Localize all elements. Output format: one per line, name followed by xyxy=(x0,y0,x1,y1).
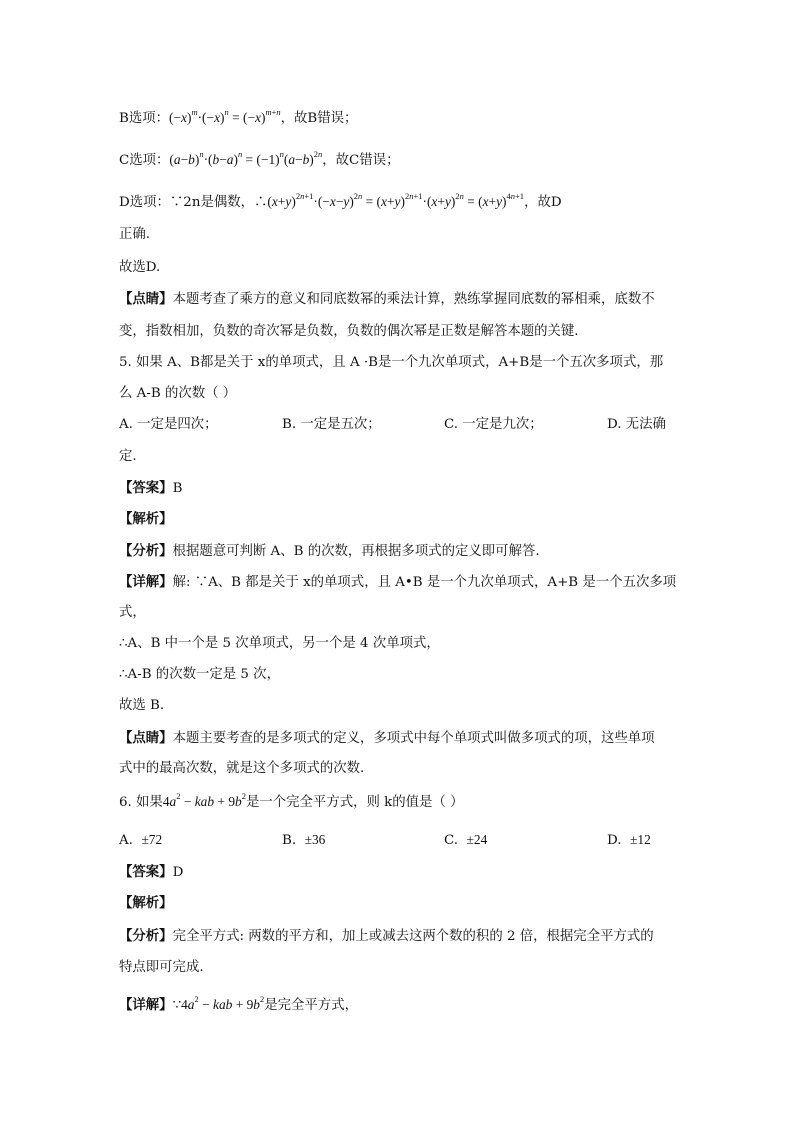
q6-stem-formula: $4a^2$ − kab + $9b^2$ xyxy=(162,791,246,809)
q6-detail: 【详解】$\because 4a^2$ − kab + $9b^2$是完全平方式， xyxy=(119,994,358,1013)
option-c-line: C选项：$(a-b)^n\cdot(b-a)^n = (-1)^n(a-b)^{2n}$，故C错误； xyxy=(119,149,400,168)
comment-tag: 【点睛】 xyxy=(119,291,173,307)
q6-fenxi-line2: 特点即可完成. xyxy=(119,960,204,975)
q5-analysis-tag: 【解析】 xyxy=(119,511,173,527)
q6-option-c: C. ±24 xyxy=(444,832,488,848)
q5-option-c: C. 一定是九次； xyxy=(444,417,543,432)
q5-detail-line2: 式， xyxy=(119,605,146,620)
option-d-cont: 正确. xyxy=(119,227,151,242)
q6-option-b: B. ±36 xyxy=(282,832,326,848)
q6-analysis-tag: 【解析】 xyxy=(119,895,173,911)
q5-answer: 【答案】B xyxy=(119,480,183,496)
q5-stem-line1: 5. 如果 A、B都是关于 x的单项式，且 A ·B是一个九次单项式，A+B是一个五次多项式，那 xyxy=(119,355,664,370)
q5-choose: 故选 B. xyxy=(119,698,165,713)
q5-detail-line1: 【详解】解: ∵A、B 都是关于 x的单项式，且 A•B 是一个九次单项式，A+B 是一个五次多项 xyxy=(119,574,677,590)
q5-stem-line2: 么 A-B 的次数（ ） xyxy=(119,386,237,401)
q4-comment-line1: 【点睛】本题考查了乘方的意义和同底数幂的乘法计算，熟练掌握同底数的幂相乘，底数不 xyxy=(119,291,655,307)
q6-stem: 6. 如果$4a^2$ − kab + $9b^2$是一个完全平方式，则 k的值是（ ） xyxy=(119,791,464,810)
q4-comment-line2: 变，指数相加，负数的奇次幂是负数，负数的偶次幂是正数是解答本题的关键. xyxy=(119,324,579,339)
q6-answer: 【答案】D xyxy=(119,864,184,880)
q5-detail-line4: ∴A-B 的次数一定是 5 次， xyxy=(119,667,280,682)
q5-option-cont: 定. xyxy=(119,449,137,464)
q5-comment-line1: 【点睛】本题主要考查的是多项式的定义，多项式中每个单项式叫做多项式的项，这些单项 xyxy=(119,730,655,746)
q6-detail-formula: $4a^2$ − kab + $9b^2$ xyxy=(181,994,265,1012)
q6-fenxi-line1: 【分析】完全平方式: 两数的平方和，加上或减去这两个数的积的 2 倍，根据完全平方式的 xyxy=(119,928,654,944)
option-b-line: B选项：$(-x)^m\cdot(-x)^n = (-x)^{m+n}$，故B错误； xyxy=(119,107,358,126)
q5-detail-line3: ∴A、B 中一个是 5 次单项式，另一个是 4 次单项式， xyxy=(119,636,440,651)
option-c-formula: $(a-b)^n\cdot(b-a)^n = (-1)^n(a-b)^{2n}$ xyxy=(169,149,323,167)
q4-choose: 故选D. xyxy=(119,260,161,275)
q5-option-a: A. 一定是四次； xyxy=(119,417,218,432)
q6-option-d: D. ±12 xyxy=(607,832,651,848)
option-b-formula: $(-x)^m\cdot(-x)^n = (-x)^{m+n}$ xyxy=(169,107,281,125)
q5-comment-line2: 式中的最高次数，就是这个多项式的次数. xyxy=(119,761,365,776)
option-d-line: D选项：∵2n是偶数，$\therefore(x+y)^{2n+1}\cdot(-x-y)^{2n} = (x+y)^{2n+1}\cdot(x+y)^{2n} = (x+y)^{4n+1}$，故D xyxy=(119,191,562,210)
q5-fenxi: 【分析】根据题意可判断 A、B 的次数，再根据多项式的定义即可解答. xyxy=(119,543,540,559)
option-d-formula: $(x+y)^{2n+1}\cdot(-x-y)^{2n} = (x+y)^{2n+1}\cdot(x+y)^{2n} = (x+y)^{4n+1}$ xyxy=(267,191,525,209)
q6-option-a: A. ±72 xyxy=(119,832,163,848)
q5-option-d: D. 无法确 xyxy=(607,417,666,432)
q5-option-b: B. 一定是五次； xyxy=(282,417,381,432)
